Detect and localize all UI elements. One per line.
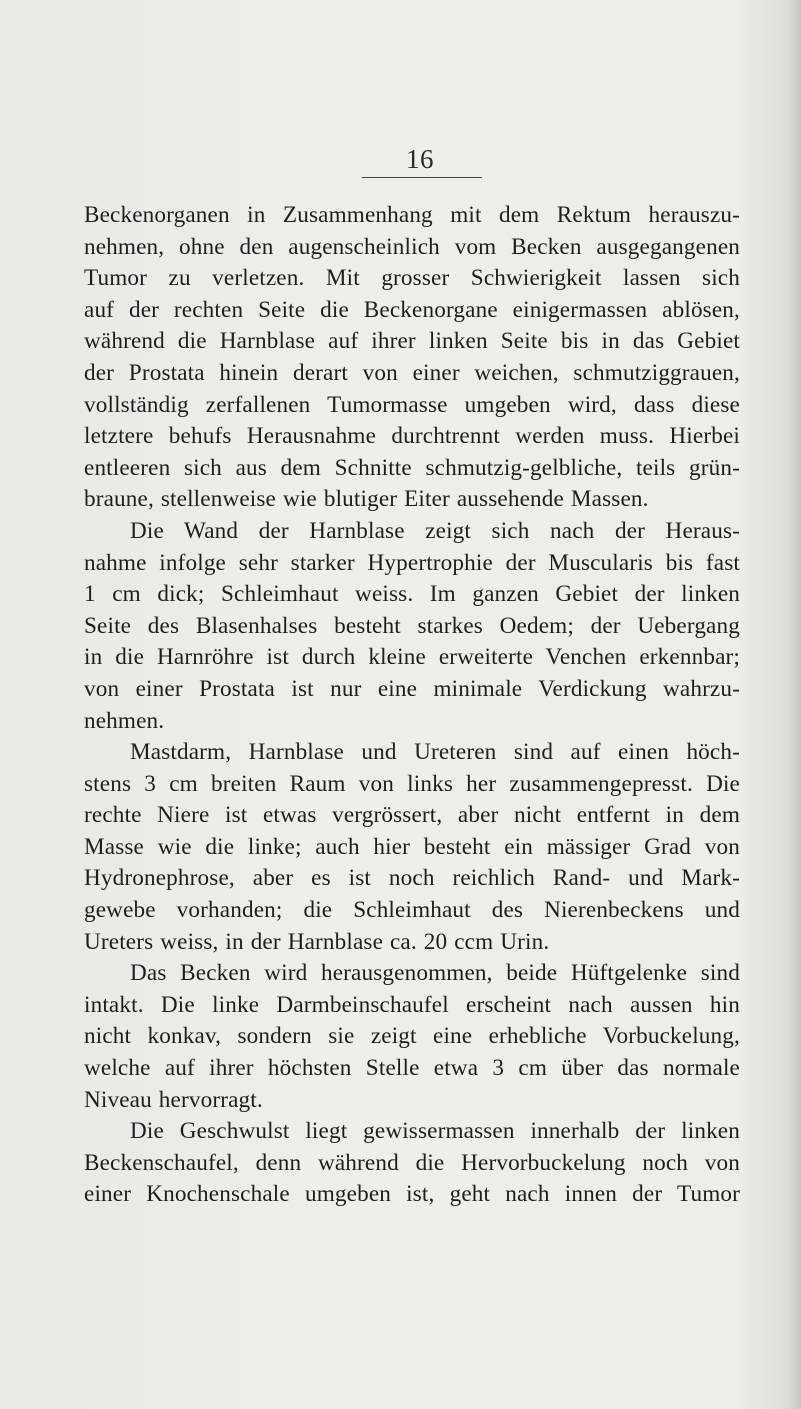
paragraph-2 xyxy=(84,516,740,737)
body-text xyxy=(84,200,740,1211)
text-line: Masse wie die linke; auch hier besteht ein mässiger Grad von xyxy=(84,833,740,860)
text-line: einer Knochenschale umgeben ist, geht nach innen der Tumor xyxy=(84,1181,740,1208)
page-number: 16 xyxy=(406,144,434,174)
text-line: Die Wand der Harnblase zeigt sich nach der Heraus- xyxy=(130,517,740,544)
text-line: vollständig zerfallenen Tumormasse umgeben wird, dass diese xyxy=(84,391,740,418)
text-line: in die Harnröhre ist durch kleine erweiterte Venchen erkennbar; xyxy=(84,644,740,671)
text-line: von einer Prostata ist nur eine minimale Verdickung wahrzu- xyxy=(84,675,740,702)
text-line: Tumor zu verletzen. Mit grosser Schwierigkeit lassen sich xyxy=(84,265,740,292)
text-line: Beckenorganen in Zusammenhang mit dem Rektum herauszu- xyxy=(84,202,740,228)
text-line: welche auf ihrer höchsten Stelle etwa 3 cm über das normale xyxy=(84,1055,740,1082)
text-line: gewebe vorhanden; die Schleimhaut des Nierenbeckens und xyxy=(84,897,740,924)
paragraph-4 xyxy=(84,958,740,1116)
text-line: nicht konkav, sondern sie zeigt eine erhebliche Vorbuckelung, xyxy=(84,1023,740,1050)
text-line: stens 3 cm breiten Raum von links her zusammengepresst. Die xyxy=(84,770,740,797)
text-line: Beckenschaufel, denn während die Hervorbuckelung noch von xyxy=(84,1149,740,1176)
text-line: nahme infolge sehr starker Hypertrophie der Muscularis bis fast xyxy=(84,549,740,576)
text-line: 1 cm dick; Schleimhaut weiss. Im ganzen Gebiet der linken xyxy=(84,581,740,608)
text-line: während die Harnblase auf ihrer linken Seite bis in das Gebiet xyxy=(84,328,740,355)
paragraph-1 xyxy=(84,200,740,516)
text-line: Niveau hervorragt. xyxy=(84,1086,263,1113)
text-line: Das Becken wird herausgenommen, beide Hüftgelenke sind xyxy=(130,960,740,987)
page-edge-shadow xyxy=(787,0,801,1409)
paragraph-5 xyxy=(84,1116,740,1211)
text-line: nehmen, ohne den augenscheinlich vom Becken ausgegangenen xyxy=(84,233,740,260)
text-line: Hydronephrose, aber es ist noch reichlich Rand- und Mark- xyxy=(84,865,740,892)
text-line: Ureters weiss, in der Harnblase ca. 20 ccm Urin. xyxy=(84,928,550,955)
text-line: Seite des Blasenhalses besteht starkes Oedem; der Uebergang xyxy=(84,612,740,639)
text-line: Mastdarm, Harnblase und Ureteren sind auf einen höch- xyxy=(130,739,740,766)
header-rule xyxy=(362,177,482,178)
text-line: Die Geschwulst liegt gewissermassen innerhalb der linken xyxy=(130,1118,740,1145)
paragraph-3 xyxy=(84,737,740,958)
text-line: rechte Niere ist etwas vergrössert, aber nicht entfernt in dem xyxy=(84,802,740,829)
text-line: intakt. Die linke Darmbeinschaufel erscheint nach aussen hin xyxy=(84,991,740,1018)
text-line: nehmen. xyxy=(84,707,165,734)
text-line: letztere behufs Herausnahme durchtrennt werden muss. Hierbei xyxy=(84,423,740,450)
text-line: entleeren sich aus dem Schnitte schmutzig-gelbliche, teils grün- xyxy=(84,454,740,481)
text-line: auf der rechten Seite die Beckenorgane einigermassen ablösen, xyxy=(84,296,740,323)
text-line: der Prostata hinein derart von einer weichen, schmutziggrauen, xyxy=(84,359,740,386)
text-line: braune, stellenweise wie blutiger Eiter aussehende Massen. xyxy=(84,486,649,513)
